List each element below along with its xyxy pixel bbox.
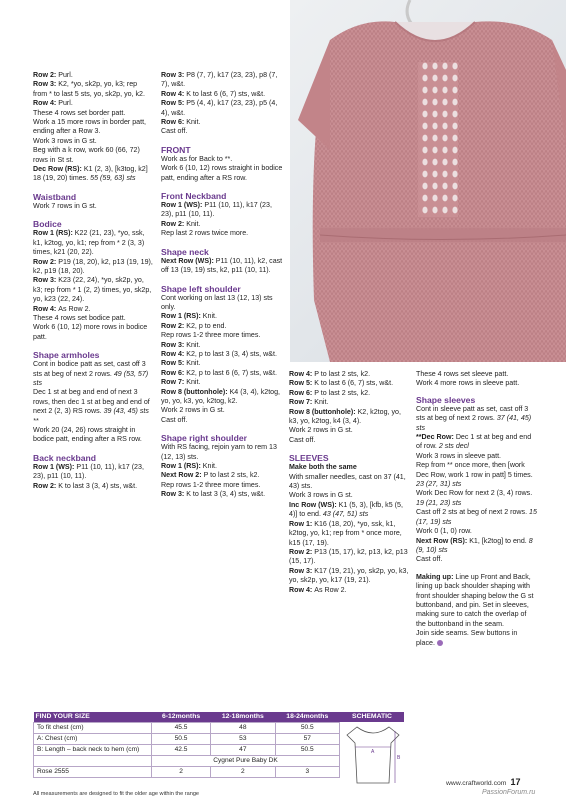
table-note: All measurements are designed to fit the older age within the range: [33, 791, 200, 797]
pattern-line: Make both the same: [289, 463, 357, 472]
table-cell: 57: [275, 734, 339, 745]
pattern-line: Inc Row (WS): K1 (5, 3), [kfb, k5 (5, 4)] to end. 43 (47, 51) sts: [289, 500, 403, 519]
pattern-line: Work 3 rows in G st.: [289, 491, 353, 500]
table-cell: Rose 2555: [34, 767, 152, 778]
table-cell: 50.5: [275, 745, 339, 756]
pattern-line: These 4 rows set bodice patt.: [33, 313, 126, 322]
column-4: [416, 370, 538, 648]
pattern-line: Cont working on last 13 (12, 13) sts only.: [161, 293, 273, 311]
pattern-line: Row 1 (WS): P11 (10, 11), k17 (23, 23), p11 (10, 11).: [33, 462, 144, 481]
heading-shape-right-shoulder: Shape right shoulder: [161, 433, 247, 444]
table-cell: 50.5: [275, 723, 339, 734]
pattern-line: Row 5: Knit.: [161, 359, 201, 368]
pattern-line: Row 1 (RS): Knit.: [161, 312, 217, 321]
pattern-line: Dec 1 st at beg and end of next 3 rows, then dec 1 st at beg and end of next 2 (2, 3) RS rows. 39 (43, 45) sts **: [33, 388, 150, 425]
pattern-line: Work 4 more rows in sleeve patt.: [416, 379, 520, 388]
pattern-line: Row 1: K16 (18, 20), *yo, ssk, k1, k2tog, yo, k1; rep from * once more, k15 (17, 19).: [289, 519, 402, 547]
pattern-line: Work 3 rows in G st.: [33, 136, 97, 145]
pattern-line: Row 2: K to last 3 (3, 4) sts, w&t.: [33, 481, 138, 490]
table-header: FIND YOUR SIZE: [34, 712, 152, 723]
pattern-line: Row 4: As Row 2.: [33, 304, 91, 313]
pattern-line: Row 2: Purl.: [33, 71, 73, 79]
website-url: www.craftworld.com: [446, 780, 507, 787]
page-number: 17: [510, 777, 521, 787]
pattern-line: Row 1 (WS): P11 (10, 11), k17 (23, 23), p11 (10, 11).: [161, 201, 272, 219]
pattern-line: Cast off 2 sts at beg of next 2 rows. 15 (17, 19) sts: [416, 508, 537, 526]
pattern-line: Row 2: P13 (15, 17), k2, p13, k2, p13 (15, 17).: [289, 547, 408, 566]
pattern-line: Row 2: K2, p to end.: [161, 321, 227, 330]
heading-back-neckband: Back neckband: [33, 452, 97, 463]
schematic-label-a: A: [371, 749, 375, 755]
page-footer: [446, 778, 520, 788]
pattern-line: Join side seams. Sew buttons in place.: [416, 629, 518, 647]
pattern-line: Work as for Back to **.: [161, 154, 233, 163]
table-header: 12-18months: [211, 712, 275, 723]
pattern-line: Row 5: P5 (4, 4), k17 (23, 23), p5 (4, 4), w&t.: [161, 99, 278, 117]
pattern-line: Rep rows 1-2 three more times.: [161, 480, 261, 489]
pattern-line: Row 4: P to last 2 sts, k2.: [289, 370, 371, 378]
table-cell: [34, 756, 152, 767]
pattern-line: These 4 rows set border patt.: [33, 108, 126, 117]
pattern-line: Work 0 (1, 0) row.: [416, 527, 472, 536]
pattern-line: Beg with a k row, work 60 (66, 72) rows in St st.: [33, 146, 140, 164]
pattern-line: Row 4: As Row 2.: [289, 585, 347, 594]
heading-front-neckband: Front Neckband: [161, 191, 227, 202]
pattern-line: Work 3 rows in sleeve patt.: [416, 451, 502, 460]
table-cell: 42.5: [152, 745, 211, 756]
pattern-line: Row 1 (RS): Knit.: [161, 462, 217, 470]
table-header-row: [34, 712, 340, 723]
pattern-line: Cast off.: [289, 435, 316, 444]
pattern-line: Work a 15 more rows in border patt, ending after a Row 3.: [33, 118, 147, 136]
pattern-line: Making up: Line up Front and Back, lining up back shoulder shaping with front shoulder shaping below the G st buttonband, and pin. Set in sleeves, making sure to catch the overlap of the buttonband in the seam.: [416, 572, 534, 628]
pattern-line: Work 20 (24, 26) rows straight in bodice patt, ending after a RS row.: [33, 426, 142, 444]
table-row: [34, 756, 340, 767]
pattern-line: Row 6: Knit.: [161, 118, 201, 127]
table-header: 18-24months: [275, 712, 339, 723]
pattern-line: Rep last 2 rows twice more.: [161, 229, 249, 238]
heading-shape-armholes: Shape armholes: [33, 350, 100, 361]
pattern-line: Row 6: P to last 2 sts, k2.: [289, 388, 371, 397]
column-3: [289, 370, 409, 595]
pattern-line: Cast off.: [161, 127, 188, 136]
table-cell: To fit chest (cm): [34, 723, 152, 734]
pattern-line: Next Row 2: P to last 2 sts, k2.: [161, 471, 260, 480]
pattern-line: Row 8 (buttonhole): K2, k2tog, yo, k3, yo, k2tog, k4 (3, 4).: [289, 407, 401, 426]
pattern-line: Row 3: K17 (19, 21), yo, sk2p, yo, k3, yo, sk2p, yo, k17 (19, 21).: [289, 566, 409, 585]
pattern-line: Row 7: Knit.: [161, 378, 201, 387]
heading-shape-sleeves: Shape sleeves: [416, 394, 476, 405]
size-table: [33, 712, 340, 778]
pattern-line: With RS facing, rejoin yarn to rem 13 (12, 13) sts.: [161, 443, 277, 461]
pattern-line: Rep rows 1-2 three more times.: [161, 331, 261, 340]
pattern-line: Row 3: P8 (7, 7), k17 (23, 23), p8 (7, 7), w&t.: [161, 71, 278, 89]
yarn-name-cell: Cygnet Pure Baby DK: [152, 756, 340, 767]
pattern-line: **Dec Row: Dec 1 st at beg and end of row. 2 sts decl: [416, 433, 532, 451]
schematic-diagram: [343, 723, 403, 787]
heading-bodice: Bodice: [33, 219, 62, 230]
pattern-line: Cont in sleeve patt as set, cast off 3 sts at beg of next 2 rows. 37 (41, 45) sts: [416, 404, 532, 432]
pattern-line: Row 2: P19 (18, 20), k2, p13 (19, 19), k2, p19 (18, 20).: [33, 257, 153, 275]
column-1: [33, 71, 153, 491]
table-cell: 3: [275, 767, 339, 778]
schematic-label-b: B: [397, 755, 401, 761]
pattern-line: Work 2 rows in G st.: [289, 426, 353, 435]
heading-front: FRONT: [161, 144, 191, 155]
watermark: PassionForum.ru: [482, 789, 536, 796]
pattern-line: Row 4: K to last 6 (6, 7) sts, w&t.: [161, 89, 266, 98]
table-cell: 45.5: [152, 723, 211, 734]
schematic-header: SCHEMATIC: [340, 712, 404, 722]
pattern-line: Next Row (RS): K1, [k2tog] to end. 8 (9, 10) sts: [416, 536, 533, 554]
pattern-line: Dec Row (RS): K1 (2, 3), [k3tog, k2] 18 (19, 20) times. 55 (59, 63) sts: [33, 165, 148, 183]
pattern-line: Row 3: K23 (22, 24), *yo, sk2p, yo, k3; rep from * 1 (2, 2) times, yo, sk2p, yo, k23 (22, 24).: [33, 276, 152, 304]
pattern-line: Row 3: Knit.: [161, 340, 201, 349]
pattern-line: Row 4: Purl.: [33, 99, 73, 108]
table-cell: 48: [211, 723, 275, 734]
pattern-line: These 4 rows set sleeve patt.: [416, 370, 509, 378]
heading-shape-neck: Shape neck: [161, 246, 209, 257]
pattern-line: Row 4: K2, p to last 3 (3, 4) sts, w&t.: [161, 349, 277, 358]
table-row: [34, 767, 340, 778]
table-cell: 2: [152, 767, 211, 778]
end-dot-icon: [437, 640, 443, 646]
pattern-line: Work 7 rows in G st.: [33, 201, 97, 210]
pattern-line: Row 6: K2, p to last 6 (6, 7) sts, w&t.: [161, 368, 277, 377]
pattern-line: With smaller needles, cast on 37 (41, 43) sts.: [289, 472, 406, 491]
pattern-line: Row 3: K to last 3 (3, 4) sts, w&t.: [161, 490, 266, 499]
table-cell: A: Chest (cm): [34, 734, 152, 745]
pattern-line: Cast off.: [161, 415, 188, 424]
pattern-line: Work 2 rows in G st.: [161, 406, 225, 415]
column-2: [161, 71, 283, 500]
garment-photo: [290, 0, 566, 362]
knitted-dress-image: [290, 0, 566, 362]
pattern-line: Work 6 (10, 12) rows straight in bodice patt, ending after a RS row.: [161, 164, 283, 182]
pattern-line: Row 8 (buttonhole): K4 (3, 4), k2tog, yo, yo, k3, yo, k2tog, k2.: [161, 387, 281, 405]
table-header: 6-12months: [152, 712, 211, 723]
pattern-line: Work 6 (10, 12) more rows in bodice patt.: [33, 323, 148, 341]
table-row: [34, 745, 340, 756]
pattern-line: Work Dec Row for next 2 (3, 4) rows. 19 (21, 23) sts: [416, 489, 533, 507]
table-cell: 50.5: [152, 734, 211, 745]
table-cell: 47: [211, 745, 275, 756]
pattern-line: Cast off.: [416, 555, 443, 564]
pattern-line: Next Row (WS): P11 (10, 11), k2, cast off 13 (19, 19) sts, k2, p11 (10, 11).: [161, 256, 283, 275]
pattern-line: Row 1 (RS): K22 (21, 23), *yo, ssk, k1, k2tog, yo, k1; rep from * 2 (3, 3) times, k21 (20, 22).: [33, 229, 145, 257]
heading-waistband: Waistband: [33, 191, 77, 202]
pattern-line: Row 2: Knit.: [161, 219, 201, 228]
table-cell: 53: [211, 734, 275, 745]
table-cell: 2: [211, 767, 275, 778]
heading-sleeves: SLEEVES: [289, 453, 329, 464]
table-cell: B: Length – back neck to hem (cm): [34, 745, 152, 756]
pattern-line: Cont in bodice patt as set, cast off 3 sts at beg of next 2 rows. 49 (53, 57) sts: [33, 360, 149, 387]
pattern-line: Row 7: Knit.: [289, 398, 329, 407]
table-row: [34, 734, 340, 745]
pattern-line: Row 3: K2, *yo, sk2p, yo, k3; rep from * to last 5 sts, yo, sk2p, yo, k2.: [33, 80, 145, 98]
size-table-section: [33, 712, 453, 778]
heading-shape-left-shoulder: Shape left shoulder: [161, 283, 241, 294]
table-row: [34, 723, 340, 734]
pattern-line: Row 5: K to last 6 (6, 7) sts, w&t.: [289, 379, 394, 388]
pattern-line: Rep from ** once more, then [work Dec Row, work 1 row in patt] 5 times. 23 (27, 31) sts: [416, 461, 533, 489]
